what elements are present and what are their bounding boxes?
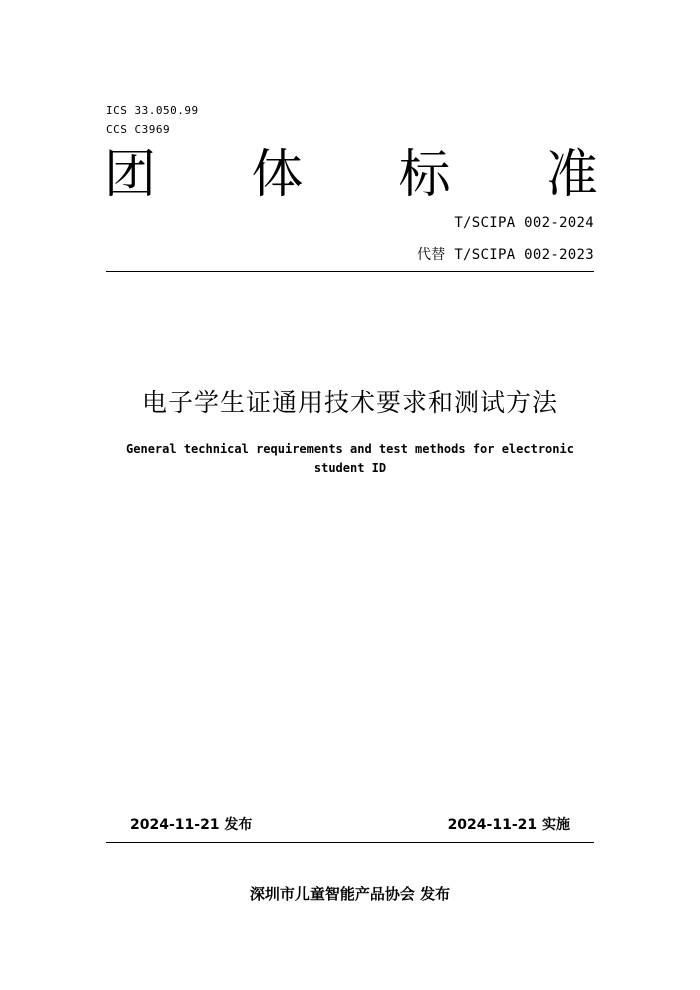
implementation-date: 2024-11-21 实施 xyxy=(447,817,570,833)
ccs-code: CCS C3969 xyxy=(106,123,171,136)
replaces-standard: 代替 T/SCIPA 002-2023 xyxy=(417,247,594,263)
standard-number: T/SCIPA 002-2024 xyxy=(454,215,594,231)
document-type-char: 标 xyxy=(398,145,451,205)
top-divider xyxy=(106,271,594,272)
document-type-char: 团 xyxy=(104,145,157,205)
english-title-line: student ID xyxy=(313,461,387,475)
english-title xyxy=(120,440,580,478)
ics-code: ICS 33.050.99 xyxy=(106,104,199,117)
publish-date: 2024-11-21 发布 xyxy=(130,817,253,833)
document-type-heading xyxy=(104,143,598,207)
chinese-title: 电子学生证通用技术要求和测试方法 xyxy=(141,388,558,417)
bottom-divider xyxy=(106,842,594,843)
english-title-line: General technical requirements and test methods for electronic xyxy=(126,442,574,456)
document-type-char: 准 xyxy=(545,145,598,205)
publisher: 深圳市儿童智能产品协会 发布 xyxy=(249,885,451,903)
document-type-char: 体 xyxy=(251,145,304,205)
